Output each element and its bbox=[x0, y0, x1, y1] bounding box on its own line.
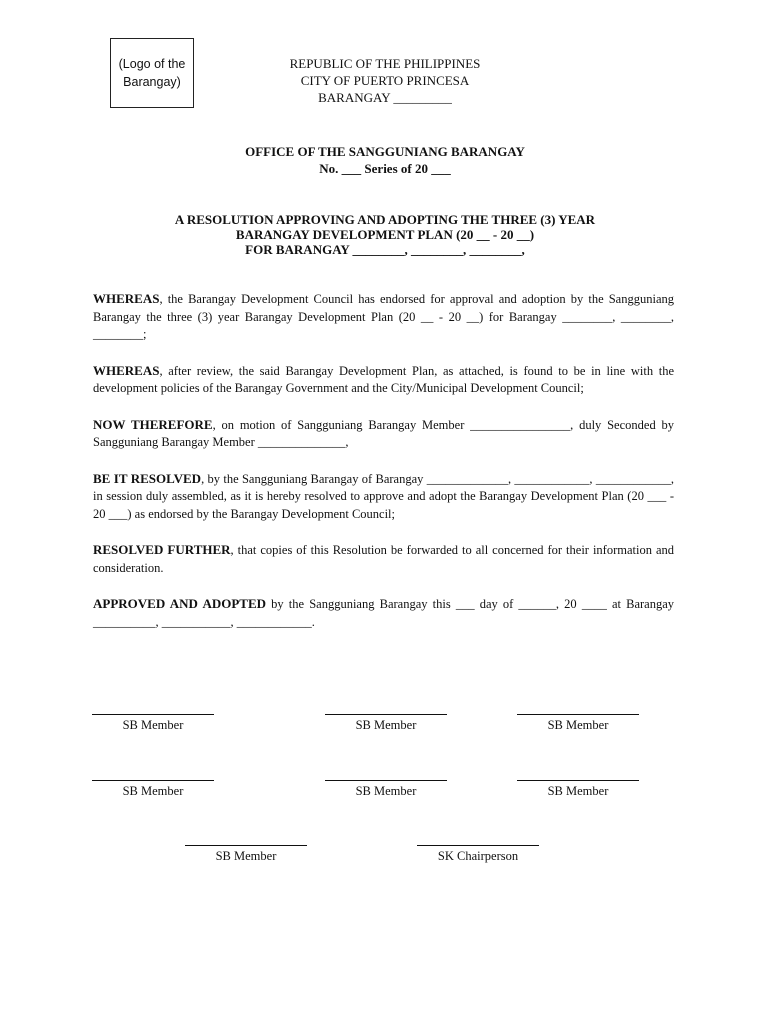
signature-line bbox=[325, 780, 447, 781]
signature-block bbox=[517, 780, 639, 799]
signature-line bbox=[517, 780, 639, 781]
header-city: CITY OF PUERTO PRINCESA bbox=[300, 73, 470, 88]
signature-line bbox=[417, 845, 539, 846]
header-barangay: BARANGAY _________ bbox=[318, 90, 452, 105]
resolution-title bbox=[120, 212, 650, 257]
paragraph-lead: NOW THEREFORE bbox=[93, 416, 213, 432]
signature-block bbox=[92, 714, 214, 733]
office-heading bbox=[180, 143, 590, 177]
paragraph-be-it-resolved bbox=[93, 470, 674, 524]
signature-line bbox=[517, 714, 639, 715]
signature-line bbox=[185, 845, 307, 846]
office-name: OFFICE OF THE SANGGUNIANG BARANGAY bbox=[245, 144, 525, 159]
logo-placeholder-text: (Logo of the Barangay) bbox=[118, 57, 186, 89]
signature-label: SB Member bbox=[122, 784, 184, 798]
signature-label: SB Member bbox=[355, 718, 417, 732]
paragraph-whereas-1 bbox=[93, 290, 674, 344]
signature-block-sk-chairperson bbox=[417, 845, 539, 864]
paragraph-lead: WHEREAS bbox=[93, 291, 160, 306]
signature-line bbox=[92, 780, 214, 781]
document-header bbox=[220, 55, 550, 106]
paragraph-whereas-2 bbox=[93, 362, 674, 398]
paragraph-text: , that copies of this Resolution be forwarded to all concerned for their information and consideration. bbox=[93, 543, 674, 575]
paragraph-lead: BE IT RESOLVED bbox=[93, 470, 202, 486]
paragraph-text: , the Barangay Development Council has endorsed for approval and adoption by the Sangguniang Barangay the three (3) year Barangay Development Plan (20 __ - 20 __) for Barangay ________, ________, ________; bbox=[93, 292, 674, 341]
signature-label: SB Member bbox=[547, 718, 609, 732]
paragraph-text: , after review, the said Barangay Development Plan, as attached, is found to be in line with the development policies of the Barangay Government and the City/Municipal Development Council; bbox=[93, 363, 674, 395]
signature-block bbox=[325, 780, 447, 799]
signature-block bbox=[517, 714, 639, 733]
paragraph-text: , by the Sangguniang Barangay of Barangay _____________, ____________, ____________, in session duly assembled, as it is hereby resolved to approve and adopt the Barangay Development Plan (20 ___ - 20 ___) as endorsed by the Barangay Development Council; bbox=[93, 471, 674, 521]
signature-label: SB Member bbox=[355, 784, 417, 798]
signature-label: SK Chairperson bbox=[437, 849, 519, 863]
resolution-number: No. ___ Series of 20 ___ bbox=[319, 161, 451, 176]
header-republic: REPUBLIC OF THE PHILIPPINES bbox=[289, 56, 481, 71]
title-line-3: FOR BARANGAY ________, ________, ________, bbox=[245, 242, 525, 257]
resolution-body bbox=[93, 290, 674, 631]
signature-block bbox=[92, 780, 214, 799]
paragraph-lead: APPROVED AND ADOPTED bbox=[93, 596, 267, 611]
signature-block bbox=[325, 714, 447, 733]
paragraph-lead: RESOLVED FURTHER bbox=[93, 542, 231, 557]
signature-line bbox=[325, 714, 447, 715]
paragraph-approved-adopted bbox=[93, 595, 674, 631]
signature-label: SB Member bbox=[215, 849, 277, 863]
paragraph-text: , on motion of Sangguniang Barangay Member ________________, duly Seconded by Sangguniang Barangay Member ______________, bbox=[93, 417, 675, 449]
paragraph-lead: WHEREAS bbox=[93, 362, 160, 378]
signature-label: SB Member bbox=[122, 718, 184, 732]
signature-label: SB Member bbox=[547, 784, 609, 798]
paragraph-now-therefore bbox=[93, 416, 674, 452]
paragraph-text: by the Sangguniang Barangay this ___ day of ______, 20 ____ at Barangay __________, ___________, ____________. bbox=[93, 597, 674, 629]
title-line-1: A RESOLUTION APPROVING AND ADOPTING THE THREE (3) YEAR bbox=[174, 212, 596, 227]
paragraph-resolved-further bbox=[93, 541, 674, 577]
signature-line bbox=[92, 714, 214, 715]
logo-placeholder-box bbox=[110, 38, 194, 108]
signature-block bbox=[185, 845, 307, 864]
title-line-2: BARANGAY DEVELOPMENT PLAN (20 __ - 20 __) bbox=[235, 227, 535, 242]
